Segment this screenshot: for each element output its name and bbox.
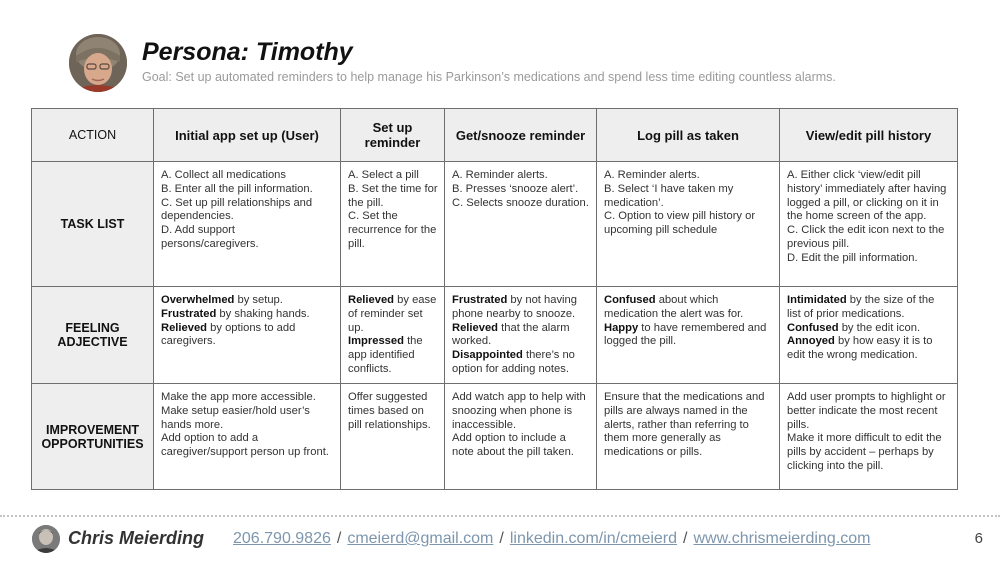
cell-line: Offer suggested times based on pill relationships.: [348, 391, 431, 431]
phone-link[interactable]: 206.790.9826: [233, 530, 331, 547]
cell-line: Add option to add a caregiver/support person up front.: [161, 432, 329, 459]
feeling-keyword: Confused: [604, 294, 656, 306]
feeling-keyword: Disappointed: [452, 349, 523, 362]
cell-line: C. Click the edit icon next to the previous pill.: [787, 224, 945, 250]
cell-line: [787, 294, 951, 322]
column-header: Set up reminder: [341, 109, 445, 162]
author-avatar: [32, 525, 60, 553]
cell-line: Add watch app to help with snoozing when phone is inaccessible.: [452, 391, 586, 431]
author-name: Chris Meierding: [68, 528, 205, 548]
feeling-text: by ease of reminder set up.: [348, 294, 437, 334]
feeling-adjective-row: [32, 287, 958, 384]
table-cell: [445, 384, 597, 490]
cell-line: [452, 349, 590, 377]
table-cell: [154, 287, 341, 384]
email-link[interactable]: cmeierd@gmail.com: [347, 530, 494, 547]
cell-line: [604, 294, 773, 322]
table-cell: [154, 384, 341, 490]
cell-line: A. Reminder alerts.: [452, 169, 548, 181]
feeling-keyword: Relieved: [348, 294, 395, 306]
feeling-keyword: Happy: [604, 321, 639, 334]
persona-goal: Goal: Set up automated reminders to help manage his Parkinson’s medications and spend less time editing countless alarms.: [142, 70, 836, 84]
separator: /: [336, 530, 342, 547]
feeling-keyword: Relieved: [452, 321, 499, 334]
cell-line: C. Option to view pill history or upcoming pill schedule: [604, 210, 756, 237]
cell-line: B. Set the time for the pill.: [348, 182, 438, 209]
cell-line: [348, 294, 438, 335]
table-cell: [445, 287, 597, 384]
table-cell: [597, 384, 780, 490]
row-label: IMPROVEMENT OPPORTUNITIES: [32, 384, 154, 490]
table-cell: [780, 384, 958, 490]
table-cell: [341, 162, 445, 287]
cell-line: [161, 308, 334, 322]
column-header: Initial app set up (User): [154, 109, 341, 162]
cell-line: [787, 335, 951, 363]
task-list-row: [32, 162, 958, 287]
cell-line: [604, 322, 773, 350]
cell-line: D. Edit the pill information.: [787, 251, 918, 264]
cell-line: Make the app more accessible.: [161, 391, 316, 403]
feeling-keyword: Relieved: [161, 321, 208, 334]
page-number: 6: [974, 530, 983, 547]
cell-line: Make it more difficult to edit the pills by accident – perhaps by clicking into the pill.: [787, 432, 942, 472]
feeling-text: by shaking hands.: [216, 307, 310, 320]
cell-line: [161, 322, 334, 350]
cell-line: Add option to include a note about the pill taken.: [452, 432, 574, 459]
separator: /: [683, 530, 688, 547]
cell-line: Ensure that the medications and pills are always named in the alerts, rather than referring to them more generally as medications or pills.: [604, 391, 765, 459]
feeling-keyword: Frustrated: [161, 307, 217, 320]
table-cell: [341, 384, 445, 490]
column-header: Log pill as taken: [597, 109, 780, 162]
table-cell: [780, 162, 958, 287]
feeling-text: by not having phone nearby to snooze.: [452, 294, 577, 320]
website-link[interactable]: www.chrismeierding.com: [693, 530, 871, 547]
feeling-text: there’s no option for adding notes.: [452, 349, 575, 375]
column-header: View/edit pill history: [780, 109, 958, 162]
feeling-text: by the size of the list of prior medications.: [787, 294, 935, 320]
cell-line: A. Select a pill: [348, 169, 419, 181]
page-title: Persona: Timothy: [142, 38, 353, 66]
feeling-text: by how easy it is to edit the wrong medication.: [787, 335, 933, 362]
cell-line: B. Select ‘I have taken my medication’.: [604, 182, 734, 209]
contact-links: [233, 530, 870, 548]
feeling-keyword: Intimidated: [787, 294, 847, 306]
persona-avatar: [69, 34, 127, 92]
cell-line: D. Add support persons/caregivers.: [161, 224, 259, 250]
feeling-text: the app identified conflicts.: [348, 335, 423, 375]
feeling-text: by the edit icon.: [838, 321, 921, 334]
row-label: FEELING ADJECTIVE: [32, 287, 154, 384]
improvement-opportunities-row: [32, 384, 958, 490]
cell-line: B. Enter all the pill information.: [161, 182, 313, 195]
separator: /: [499, 530, 504, 547]
cell-line: [348, 335, 438, 376]
table-cell: [597, 287, 780, 384]
cell-line: Make setup easier/hold user’s hands more.: [161, 404, 310, 431]
row-label: TASK LIST: [32, 162, 154, 287]
table-cell: [597, 162, 780, 287]
journey-map-table: [31, 108, 958, 490]
cell-line: Add user prompts to highlight or better indicate the most recent pills.: [787, 391, 946, 431]
feeling-keyword: Impressed: [348, 335, 404, 348]
feeling-keyword: Confused: [787, 321, 839, 334]
cell-line: C. Set up pill relationships and dependencies.: [161, 196, 313, 223]
feeling-text: about which medication the alert was for.: [604, 294, 744, 320]
feeling-text: by setup.: [234, 294, 283, 306]
table-header-row: [32, 109, 958, 162]
feeling-text: that the alarm worked.: [452, 321, 570, 348]
cell-line: [452, 294, 590, 322]
cell-line: [452, 322, 590, 350]
table-cell: [780, 287, 958, 384]
cell-line: C. Set the recurrence for the pill.: [348, 210, 437, 250]
feeling-keyword: Frustrated: [452, 294, 508, 306]
linkedin-link[interactable]: linkedin.com/in/cmeierd: [509, 530, 678, 547]
table-cell: [154, 162, 341, 287]
cell-line: [787, 322, 951, 336]
cell-line: A. Collect all medications: [161, 169, 286, 181]
feeling-keyword: Annoyed: [787, 335, 835, 348]
cell-line: A. Reminder alerts.: [604, 169, 700, 181]
table-cell: [445, 162, 597, 287]
cell-line: C. Selects snooze duration.: [452, 196, 589, 209]
cell-line: [161, 294, 334, 308]
column-header: Get/snooze reminder: [445, 109, 597, 162]
cell-line: A. Either click ‘view/edit pill history’ immediately after having logged a pill, or clicking on it in the home screen of the app.: [787, 169, 947, 223]
cell-line: B. Presses ‘snooze alert’.: [452, 182, 579, 195]
feeling-text: by options to add caregivers.: [161, 321, 296, 348]
footer-divider: [0, 515, 1000, 517]
feeling-keyword: Overwhelmed: [161, 294, 235, 306]
feeling-text: to have remembered and logged the pill.: [604, 321, 767, 348]
action-column-header: ACTION: [32, 109, 154, 162]
table-cell: [341, 287, 445, 384]
